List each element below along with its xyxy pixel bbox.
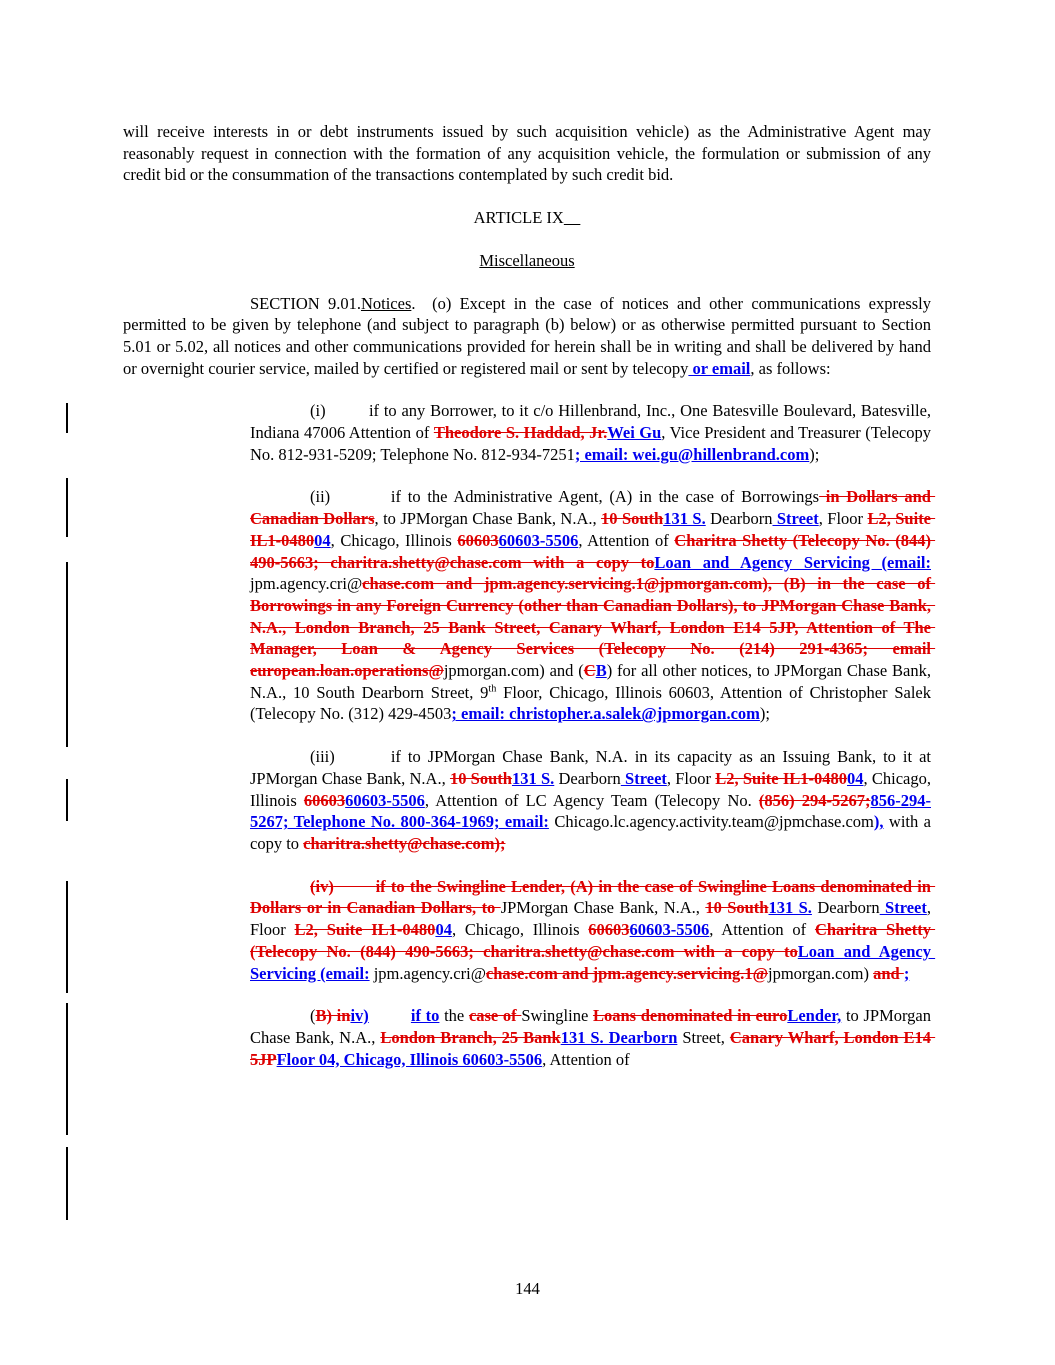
revision-bar — [66, 1147, 68, 1220]
text-run: jpmorgan.com) and ( — [443, 661, 584, 681]
text-run: B — [595, 661, 607, 681]
heading-article-ix — [123, 207, 931, 229]
text-run: Dearborn — [811, 898, 880, 918]
revision-bar — [66, 1003, 68, 1135]
text-run: if to any Borrower, to it c/o Hillenbrand, Inc., One Batesville Boulevard, Batesville, Indiana 47006 Attention of — [250, 401, 936, 443]
paragraph-iii — [250, 746, 936, 855]
text-run: if to the Administrative Agent, (A) in the case of Borrowings — [390, 487, 820, 507]
revision-bar — [66, 478, 68, 537]
tab-space — [369, 1006, 411, 1025]
text-run: Loan and Agency Servicing (email: — [654, 552, 931, 572]
text-run: Street — [620, 768, 667, 788]
text-run: London Branch, 25 Bank — [380, 1027, 561, 1047]
text-run: iv) — [350, 1006, 369, 1026]
text-run: 131 S. Dearborn — [560, 1027, 678, 1047]
text-run: (iii) — [310, 747, 335, 767]
text-run: , Attention of — [578, 530, 675, 550]
text-run: 04 — [435, 920, 452, 940]
text-run: Street, — [677, 1027, 730, 1047]
text-run: JPMorgan Chase Bank, N.A., — [500, 898, 706, 918]
paragraph-iv — [250, 876, 936, 985]
text-run: , Attention of LC Agency Team (Telecopy No. — [424, 790, 759, 810]
text-run: 131 S. — [768, 898, 812, 918]
text-run: , Chicago, Illinois — [250, 768, 936, 810]
text-run: , Chicago, Illinois — [451, 920, 589, 940]
text-run: (i) — [310, 401, 326, 421]
text-run: Lender, — [787, 1006, 842, 1026]
text-run: , Vice President and Treasurer (Telecopy No. 812-931-5209; Telephone No. 812-934-7251 — [250, 423, 936, 464]
tab-space — [335, 747, 391, 766]
paragraph-intro — [123, 121, 936, 186]
text-run: C — [583, 661, 596, 681]
text-run: , as follows: — [750, 358, 831, 378]
text-run: Canary Wharf, London E14 5JP — [250, 1027, 936, 1069]
text-run: Floor, Chicago, Illinois 60603, Attention of Christopher Salek (Telecopy No. (312) 429-4503 — [250, 682, 936, 724]
text-run: jpm.agency.cri@ — [369, 963, 486, 983]
text-run: Theodore S. Haddad, Jr. — [433, 423, 608, 443]
tab-space — [326, 401, 369, 420]
text-run: 60603-5506 — [629, 920, 710, 940]
text-run: L2, Suite IL1-0480 — [294, 920, 436, 940]
text-run: ); — [759, 704, 770, 724]
text-run: 10 South — [449, 768, 512, 788]
paragraph-ii — [250, 486, 936, 725]
text-run: , Attention of — [542, 1049, 630, 1069]
text-run: case of — [468, 1006, 522, 1026]
text-run: with a copy to — [250, 812, 936, 853]
text-run: , Chicago, Illinois — [330, 530, 458, 550]
revision-bar — [66, 403, 68, 433]
text-run: Loan and Agency Servicing (email: — [250, 941, 936, 983]
paragraph-section-9-01 — [123, 293, 936, 380]
text-run: jpm.agency.cri@ — [250, 552, 936, 594]
text-run: ), — [873, 812, 884, 832]
text-run: if to the Swingline Lender, (A) in the case of Swingline Loans denominated in Dollars or in Canadian Dollars, to — [250, 876, 936, 918]
text-run: Loans denominated in euro — [592, 1006, 788, 1026]
document-body — [123, 121, 936, 1091]
revision-bar — [66, 779, 68, 821]
text-run: will receive interests in or debt instruments issued by such acquisition vehicle) as the Administrative Agent may reasonably request in connection with the formation of any acquisition vehicle, the formulation or submission of any credit bid or the consummation of the transactions contemplated by such credit bid. — [123, 122, 936, 185]
text-run: Notices — [360, 293, 412, 313]
text-run: the — [439, 1006, 469, 1026]
text-run: (856) 294-5267; — [758, 790, 871, 810]
text-run: L2, Suite IL1-0480 — [715, 768, 848, 788]
text-run: Wei Gu — [607, 423, 662, 443]
revision-bar — [66, 881, 68, 993]
text-run: (ii) — [310, 487, 331, 507]
text-run: Street — [772, 509, 819, 529]
text-run: Charitra Shetty (Telecopy No. (844) 490-5663; charitra.shetty@chase.com with a copy to — [250, 530, 936, 572]
text-run: ); — [809, 444, 820, 464]
text-run: Chicago.lc.agency.activity.team@jpmchase.com — [548, 812, 874, 832]
text-run: Street — [879, 898, 927, 918]
text-run: L2, Suite IL1-0480 — [250, 509, 936, 550]
text-run: ( — [310, 1006, 316, 1026]
text-run: chase.com and jpm.agency.servicing.1@jpmorgan.com), (B) in the case of Borrowings in any Foreign Currency (other than Canadian Dollars), to JPMorgan Chase Bank, N.A., London Branch, 25 Bank Street, Canary Wharf, London E14 5JP, Attention of The Manager, Loan & Agency Services (Telecopy No. (214) 291-4365; email european.loan.operations@ — [250, 574, 936, 681]
text-run — [564, 208, 581, 227]
text-run: Miscellaneous — [479, 250, 575, 270]
text-run: to JPMorgan Chase Bank, N.A., — [250, 1006, 936, 1047]
text-run: , Floor — [250, 898, 936, 940]
text-run: , to JPMorgan Chase Bank, N.A., — [374, 509, 602, 529]
paragraph-v — [250, 1005, 936, 1070]
text-run: or email — [688, 358, 751, 378]
text-run: , Floor — [818, 509, 868, 529]
text-run: 131 S. — [511, 768, 555, 788]
text-run: 10 South — [705, 898, 769, 918]
tab-space — [330, 487, 391, 506]
text-run: ) for all other notices, to JPMorgan Chase Bank, N.A., 10 South Dearborn Street, 9 — [250, 661, 936, 702]
text-run: ; email: wei.gu@hillenbrand.com — [574, 444, 810, 464]
text-run: . (o) Except in the case of notices and other communications expressly permitted to be given by telephone (and subject to paragraph (b) below) or as otherwise permitted pursuant to Section 5.01 or 5.02, all notices and other communications provided for herein shall be in writing and shall be delivered by hand or overnight courier service, mailed by certified or registered mail or sent by telecopy — [123, 293, 936, 378]
text-run: in Dollars and Canadian Dollars — [250, 487, 936, 529]
text-run: (iv) — [310, 876, 334, 896]
tab-space — [334, 877, 376, 896]
text-run: 856-294-5267; Telephone No. 800-364-1969; email: — [250, 790, 931, 832]
text-run: charitra.shetty@chase.com); — [303, 833, 506, 853]
text-run: if to — [410, 1006, 440, 1026]
text-run: SECTION 9.01. — [250, 293, 361, 313]
text-run: Dearborn — [705, 509, 773, 529]
text-run: 10 South — [601, 509, 664, 529]
text-run: jpmorgan.com) — [767, 963, 874, 983]
text-run: 60603-5506 — [345, 790, 425, 810]
paragraph-i — [250, 400, 936, 465]
text-run: ; email: christopher.a.salek@jpmorgan.com — [451, 704, 760, 724]
text-run: ; — [903, 963, 910, 983]
text-run: , Attention of — [709, 920, 815, 940]
revision-bar — [66, 562, 68, 747]
text-run: 04 — [847, 768, 864, 788]
text-run: 60603 — [303, 790, 346, 810]
heading-miscellaneous — [123, 250, 931, 272]
text-run: , Floor — [666, 768, 716, 788]
page-number: 144 — [515, 1279, 540, 1298]
text-run: 60603-5506 — [498, 530, 579, 550]
text-run: if to JPMorgan Chase Bank, N.A. in its capacity as an Issuing Bank, to it at JPMorgan Chase Bank, N.A., — [250, 747, 936, 788]
text-run: 131 S. — [663, 509, 706, 529]
text-run: Floor 04, Chicago, Illinois 60603-5506 — [276, 1049, 543, 1069]
text-run: Dearborn — [554, 768, 621, 788]
text-run: 60603 — [588, 920, 630, 940]
text-run: B) in — [315, 1006, 351, 1026]
text-run: 60603 — [457, 530, 499, 550]
text-run: Swingline — [521, 1006, 593, 1026]
text-run: chase.com and jpm.agency.servicing.1@ — [485, 963, 768, 983]
text-run: 04 — [314, 530, 331, 550]
text-run: th — [488, 683, 497, 695]
text-run: and — [873, 963, 904, 983]
text-run: ARTICLE IX — [473, 208, 564, 228]
text-run: Charitra Shetty (Telecopy No. (844) 490-5663; charitra.shetty@chase.com with a copy to — [250, 920, 936, 961]
